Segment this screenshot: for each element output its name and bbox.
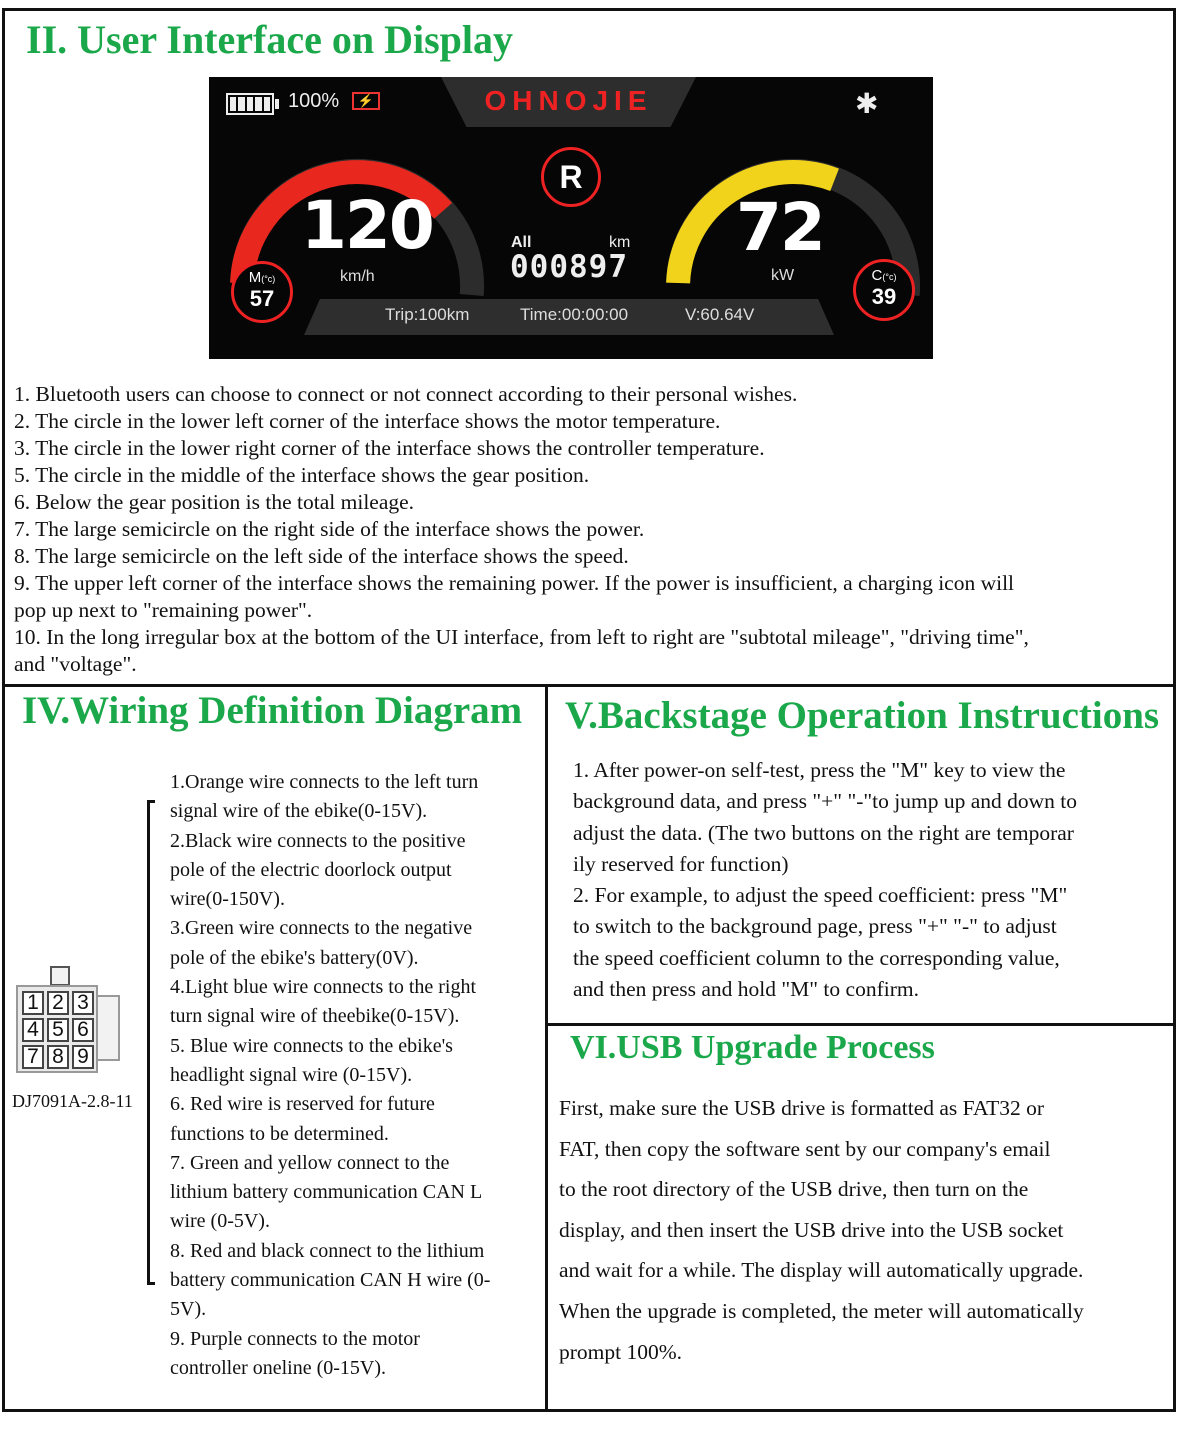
text-line: to switch to the background page, press "+" "-" to adjust — [573, 914, 1057, 939]
pin: 3 — [72, 991, 94, 1015]
text-line: 2.Black wire connects to the positive — [170, 829, 466, 852]
text-line: headlight signal wire (0-15V). — [170, 1063, 413, 1086]
motor-unit: (°c) — [261, 274, 276, 284]
text-line: pole of the ebike's battery(0V). — [170, 946, 419, 969]
text-line: First, make sure the USB drive is formatted as FAT32 or — [559, 1096, 1045, 1120]
section-2-text — [14, 381, 1029, 678]
text-line: and "voltage". — [14, 652, 137, 676]
connector-diagram — [8, 965, 112, 1081]
pin: 5 — [47, 1018, 69, 1042]
text-line: pole of the electric doorlock output — [170, 858, 452, 881]
motor-label: M — [248, 269, 262, 286]
text-line: When the upgrade is completed, the meter will automatically — [559, 1298, 1084, 1323]
section-6-title: VI.USB Upgrade Process — [570, 1029, 935, 1066]
text-line: 6. Red wire is reserved for future — [170, 1093, 435, 1116]
speed-value: 120 — [301, 187, 433, 264]
connector-side — [98, 995, 120, 1061]
text-line: 1.Orange wire connects to the left turn — [170, 771, 479, 793]
text-line: 6. Below the gear position is the total mileage. — [14, 490, 415, 514]
text-line: background data, and press "+" "-"to jump up and down to — [573, 789, 1078, 814]
text-line: the speed coefficient column to the corresponding value, — [573, 945, 1060, 970]
text-line: 7. The large semicircle on the right side of the interface shows the power. — [14, 517, 645, 541]
pin: 8 — [47, 1045, 69, 1069]
controller-temp-circle — [853, 259, 915, 321]
text-line: wire (0-5V). — [170, 1210, 270, 1233]
brand-logo: OHNOJIE — [484, 85, 653, 116]
connector-pins — [22, 991, 94, 1069]
pin: 2 — [47, 991, 69, 1015]
motor-temp-circle — [231, 261, 293, 323]
section-2-title: II. User Interface on Display — [26, 17, 514, 62]
display-screen — [209, 77, 933, 359]
odometer-unit: km — [609, 234, 631, 251]
section-4-title: IV.Wiring Definition Diagram — [22, 689, 523, 732]
text-line: 1. After power-on self-test, press the "M" key to view the — [573, 758, 1066, 782]
odometer-value: 000897 — [510, 249, 628, 285]
connector-label: DJ7091A-2.8-11 — [12, 1091, 133, 1111]
speed-unit: km/h — [340, 268, 375, 285]
pin: 4 — [22, 1018, 44, 1042]
pin: 1 — [22, 991, 44, 1015]
section-5-title: V.Backstage Operation Instructions — [565, 694, 1160, 737]
text-line: 9. The upper left corner of the interface shows the remaining power. If the power is insufficient, a charging icon will — [14, 571, 1015, 595]
voltage-readout: V:60.64V — [685, 305, 755, 324]
time-readout: Time:00:00:00 — [520, 305, 629, 324]
controller-label: C — [871, 267, 883, 284]
text-line: and wait for a while. The display will automatically upgrade. — [559, 1258, 1084, 1283]
text-line: prompt 100%. — [559, 1339, 683, 1364]
odometer-label: All — [511, 234, 532, 251]
text-line: 3.Green wire connects to the negative — [170, 917, 473, 940]
text-line: 8. Red and black connect to the lithium — [170, 1239, 485, 1262]
text-line: 5. Blue wire connects to the ebike's — [170, 1034, 453, 1057]
pin: 9 — [72, 1045, 94, 1069]
text-line: pop up next to "remaining power". — [14, 598, 313, 622]
controller-temp: 39 — [871, 284, 897, 309]
power-value: 72 — [736, 189, 824, 266]
trip-readout: Trip:100km — [385, 305, 470, 324]
text-line: lithium battery communication CAN L — [170, 1181, 483, 1204]
text-line: 4.Light blue wire connects to the right — [170, 976, 477, 999]
text-line: to the root directory of the USB drive, then turn on the — [559, 1177, 1029, 1202]
battery-percent: 100% — [288, 90, 340, 112]
text-line: 3. The circle in the lower right corner of the interface shows the controller temperature. — [14, 436, 765, 460]
text-line: battery communication CAN H wire (0- — [170, 1269, 491, 1292]
motor-temp: 57 — [249, 286, 275, 311]
text-line: functions to be determined. — [170, 1122, 389, 1145]
text-line: display, and then insert the USB drive into the USB socket — [559, 1217, 1064, 1242]
controller-unit: (°c) — [882, 272, 897, 282]
text-line: 2. For example, to adjust the speed coefficient: press "M" — [573, 883, 1068, 908]
text-line: 5. The circle in the middle of the interface shows the gear position. — [14, 463, 590, 487]
text-line: controller oneline (0-15V). — [170, 1356, 387, 1379]
text-line: turn signal wire of theebike(0-15V). — [170, 1005, 460, 1028]
text-line: ily reserved for function) — [573, 851, 789, 876]
text-line: signal wire of the ebike(0-15V). — [170, 800, 428, 823]
bluetooth-icon: ✱ — [855, 89, 879, 120]
text-line: 5V). — [170, 1298, 207, 1321]
text-line: FAT, then copy the software sent by our company's email — [559, 1136, 1051, 1161]
bracket — [147, 800, 155, 1285]
text-line: wire(0-150V). — [170, 888, 285, 911]
charging-icon: ⚡ — [352, 92, 380, 110]
text-line: 9. Purple connects to the motor — [170, 1327, 420, 1350]
text-line: adjust the data. (The two buttons on the right are temporar — [573, 820, 1074, 845]
text-line: 7. Green and yellow connect to the — [170, 1151, 450, 1174]
connector-latch — [50, 966, 70, 986]
usb-upgrade-text — [559, 1088, 1084, 1372]
gear-indicator: R — [541, 147, 601, 207]
pin: 6 — [72, 1018, 94, 1042]
text-line: 10. In the long irregular box at the bottom of the UI interface, from left to right are "subtotal mileage", "driving time", — [14, 625, 1029, 649]
text-line: 1. Bluetooth users can choose to connect or not connect according to their personal wishes. — [14, 382, 798, 406]
text-line: and then press and hold "M" to confirm. — [573, 977, 919, 1002]
power-unit: kW — [771, 267, 795, 284]
backstage-text — [573, 755, 1077, 1005]
text-line: 2. The circle in the lower left corner of the interface shows the motor temperature. — [14, 409, 721, 433]
wiring-text — [170, 768, 540, 1383]
pin: 7 — [22, 1045, 44, 1069]
text-line: 8. The large semicircle on the left side of the interface shows the speed. — [14, 544, 629, 568]
